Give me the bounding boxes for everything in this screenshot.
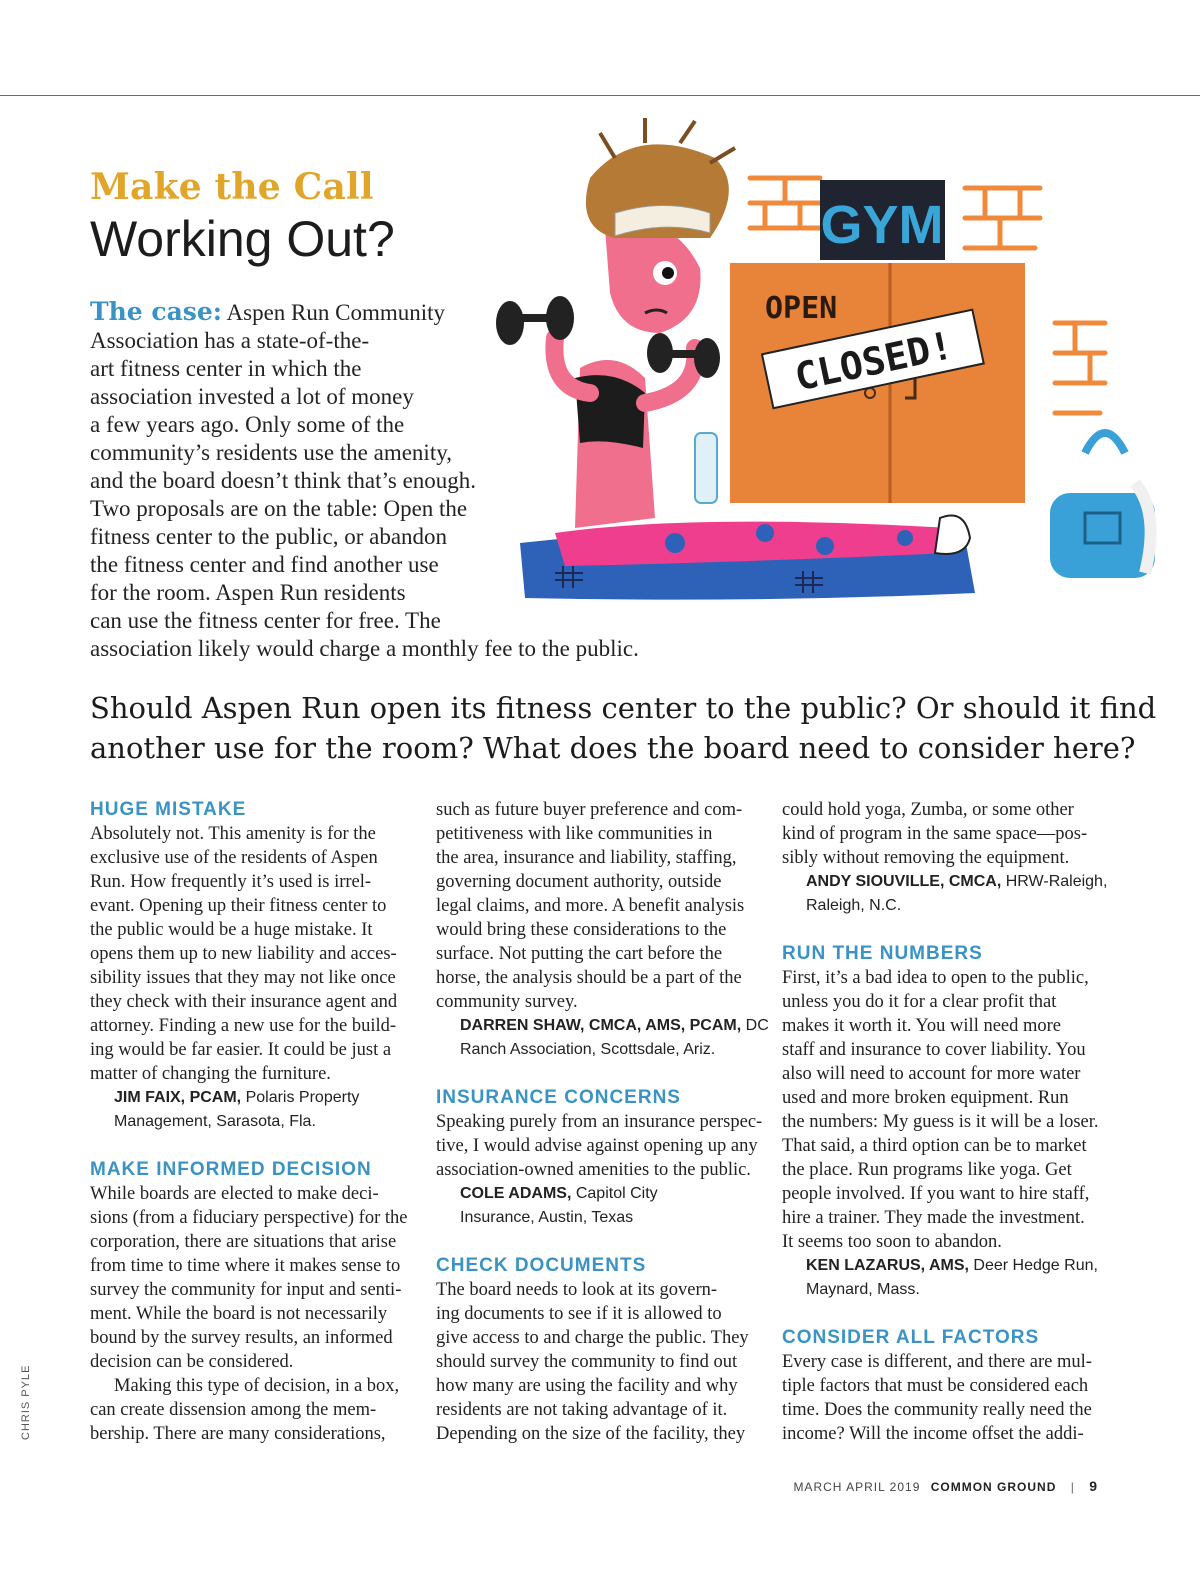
- case-line: for the room. Aspen Run residents: [90, 580, 406, 605]
- case-line: association likely would charge a monthly fee to the public.: [90, 636, 639, 661]
- closed-sign-text: CLOSED!: [790, 323, 957, 400]
- body-line: how many are using the facility and why: [436, 1376, 738, 1396]
- discussion-question: [90, 688, 1157, 768]
- attribution: KEN LAZARUS, AMS, Deer Hedge Run,: [806, 1257, 1098, 1274]
- body-line: attorney. Finding a new use for the build-: [90, 1016, 397, 1036]
- body-line: makes it worth it. You will need more: [782, 1016, 1062, 1036]
- case-line: can use the fitness center for free. The: [90, 608, 441, 633]
- attribution-name: DARREN SHAW, CMCA, AMS, PCAM,: [460, 1017, 742, 1034]
- body-line: survey the community for input and senti-: [90, 1280, 402, 1300]
- body-line: used and more broken equipment. Run: [782, 1088, 1069, 1108]
- body-line: Every case is different, and there are mul-: [782, 1352, 1092, 1372]
- case-line: and the board doesn’t think that’s enough.: [90, 468, 477, 493]
- attribution-line: Maynard, Mass.: [806, 1281, 920, 1298]
- body-line: bound by the survey results, an informed: [90, 1328, 393, 1348]
- case-line: the fitness center and find another use: [90, 552, 439, 577]
- body-line: should survey the community to find out: [436, 1352, 738, 1372]
- case-line: Aspen Run Community: [222, 300, 446, 325]
- attribution-line: Insurance, Austin, Texas: [460, 1209, 634, 1226]
- section-heading-consider-all-factors: CONSIDER ALL FACTORS: [782, 1327, 1040, 1348]
- body-line: Run. How frequently it’s used is irrel-: [90, 872, 372, 892]
- body-line: the public would be a huge mistake. It: [90, 920, 373, 940]
- case-line: a few years ago. Only some of the: [90, 412, 405, 437]
- body-line: bership. There are many considerations,: [90, 1424, 386, 1444]
- body-line: Depending on the size of the facility, they: [436, 1424, 746, 1444]
- body-line: sions (from a fiduciary perspective) for the: [90, 1208, 408, 1228]
- body-line: Absolutely not. This amenity is for the: [90, 824, 376, 844]
- case-line: fitness center to the public, or abandon: [90, 524, 448, 549]
- body-line: surface. Not putting the cart before the: [436, 944, 723, 964]
- body-line: association-owned amenities to the public.: [436, 1160, 751, 1180]
- case-line: art fitness center in which the: [90, 356, 362, 381]
- water-bottle: [695, 433, 717, 503]
- body-line: legal claims, and more. A benefit analysis: [436, 896, 745, 916]
- body-line: would bring these considerations to the: [436, 920, 727, 940]
- body-line: people involved. If you want to hire staff,: [782, 1184, 1090, 1204]
- case-label: The case:: [90, 297, 223, 326]
- section-heading-run-the-numbers: RUN THE NUMBERS: [782, 943, 983, 964]
- gym-illustration: [495, 118, 1175, 638]
- gym-door-right: [890, 263, 1025, 503]
- body-line: hire a trainer. They made the investment.: [782, 1208, 1085, 1228]
- attribution: COLE ADAMS, Capitol City: [460, 1185, 658, 1202]
- page-title: Working Out?: [90, 211, 395, 267]
- body-line: corporation, there are situations that arise: [90, 1232, 397, 1252]
- case-line: Association has a state-of-the-: [90, 328, 370, 353]
- body-line: governing document authority, outside: [436, 872, 722, 892]
- open-sign-text: OPEN: [765, 291, 838, 326]
- body-line: ment. While the board is not necessarily: [90, 1304, 388, 1324]
- body-line: evant. Opening up their fitness center to: [90, 896, 387, 916]
- body-line: the area, insurance and liability, staffing,: [436, 848, 737, 868]
- body-line: That said, a third option can be to market: [782, 1136, 1087, 1156]
- body-line: tive, I would advise against opening up any: [436, 1136, 758, 1156]
- column-1: [90, 798, 420, 1446]
- body-line: opens them up to new liability and acces-: [90, 944, 397, 964]
- body-line: sibly without removing the equipment.: [782, 848, 1070, 868]
- attribution-line: Management, Sarasota, Fla.: [114, 1113, 316, 1130]
- section-heading-insurance-concerns: INSURANCE CONCERNS: [436, 1087, 681, 1108]
- attribution-name: ANDY SIOUVILLE, CMCA,: [806, 873, 1002, 890]
- section-kicker: Make the Call: [90, 166, 374, 208]
- body-line: While boards are elected to make deci-: [90, 1184, 379, 1204]
- body-line: sibility issues that they may not like once: [90, 968, 396, 988]
- body-line: the numbers: My guess is it will be a loser.: [782, 1112, 1099, 1132]
- page-number: 9: [1089, 1478, 1098, 1494]
- attribution-line: Ranch Association, Scottsdale, Ariz.: [460, 1041, 716, 1058]
- section-heading-check-documents: CHECK DOCUMENTS: [436, 1255, 647, 1276]
- attribution-line: Raleigh, N.C.: [806, 897, 902, 914]
- body-line: unless you do it for a clear profit that: [782, 992, 1057, 1012]
- body-line: Making this type of decision, in a box,: [114, 1376, 400, 1396]
- body-line: staff and insurance to cover liability. You: [782, 1040, 1086, 1060]
- body-line: time. Does the community really need the: [782, 1400, 1092, 1420]
- body-line: It seems too soon to abandon.: [782, 1232, 1002, 1252]
- body-line: First, it’s a bad idea to open to the public,: [782, 968, 1089, 988]
- body-line: petitiveness with like communities in: [436, 824, 713, 844]
- gym-sign-text: GYM: [820, 195, 944, 255]
- question-line: another use for the room? What does the board need to consider here?: [90, 731, 1136, 765]
- body-line: could hold yoga, Zumba, or some other: [782, 800, 1074, 820]
- illustration-credit: CHRIS PYLE: [20, 1364, 32, 1440]
- gym-bag-icon: [1050, 433, 1155, 578]
- case-line: community’s residents use the amenity,: [90, 440, 452, 465]
- section-heading-huge-mistake: HUGE MISTAKE: [90, 799, 247, 820]
- head: [605, 223, 701, 333]
- body-line: give access to and charge the public. They: [436, 1328, 749, 1348]
- footer-separator: |: [1070, 1480, 1075, 1494]
- page-footer: [793, 1478, 1098, 1494]
- footer-date: MARCH APRIL 2019: [793, 1480, 921, 1494]
- body-line: the place. Run programs like yoga. Get: [782, 1160, 1072, 1180]
- body-line: can create dissension among the mem-: [90, 1400, 377, 1420]
- brick-wall-left: [750, 178, 820, 228]
- body-line: horse, the analysis should be a part of the: [436, 968, 742, 988]
- body-line: they check with their insurance agent and: [90, 992, 398, 1012]
- attribution: JIM FAIX, PCAM, Polaris Property: [114, 1089, 360, 1106]
- question-line: Should Aspen Run open its fitness center to the public? Or should it find: [90, 691, 1157, 725]
- body-line: exclusive use of the residents of Aspen: [90, 848, 378, 868]
- body-line: kind of program in the same space—pos-: [782, 824, 1088, 844]
- attribution-name: COLE ADAMS,: [460, 1185, 572, 1202]
- attribution-name: KEN LAZARUS, AMS,: [806, 1257, 969, 1274]
- body-line: income? Will the income offset the addi-: [782, 1424, 1084, 1444]
- body-line: residents are not taking advantage of it.: [436, 1400, 728, 1420]
- attribution-name: JIM FAIX, PCAM,: [114, 1089, 242, 1106]
- section-heading-make-informed-decision: MAKE INFORMED DECISION: [90, 1159, 372, 1180]
- attribution: ANDY SIOUVILLE, CMCA, HRW-Raleigh,: [806, 873, 1108, 890]
- body-line: matter of changing the furniture.: [90, 1064, 331, 1084]
- body-line: ing would be far easier. It could be just a: [90, 1040, 392, 1060]
- body-line: Speaking purely from an insurance perspec-: [436, 1112, 763, 1132]
- body-line: The board needs to look at its govern-: [436, 1280, 718, 1300]
- body-line: also will need to account for more water: [782, 1064, 1081, 1084]
- body-line: decision can be considered.: [90, 1352, 294, 1372]
- body-line: ing documents to see if it is allowed to: [436, 1304, 722, 1324]
- body-line: from time to time where it makes sense to: [90, 1256, 401, 1276]
- body-line: tiple factors that must be considered each: [782, 1376, 1089, 1396]
- attribution: DARREN SHAW, CMCA, AMS, PCAM, DC: [460, 1017, 769, 1034]
- case-line: Two proposals are on the table: Open the: [90, 496, 468, 521]
- column-3: [782, 798, 1112, 1446]
- footer-magazine: COMMON GROUND: [930, 1480, 1057, 1494]
- body-line: community survey.: [436, 992, 578, 1012]
- body-line: such as future buyer preference and com-: [436, 800, 743, 820]
- case-line: association invested a lot of money: [90, 384, 414, 409]
- top-rule: [0, 95, 1200, 96]
- column-2: [436, 798, 769, 1446]
